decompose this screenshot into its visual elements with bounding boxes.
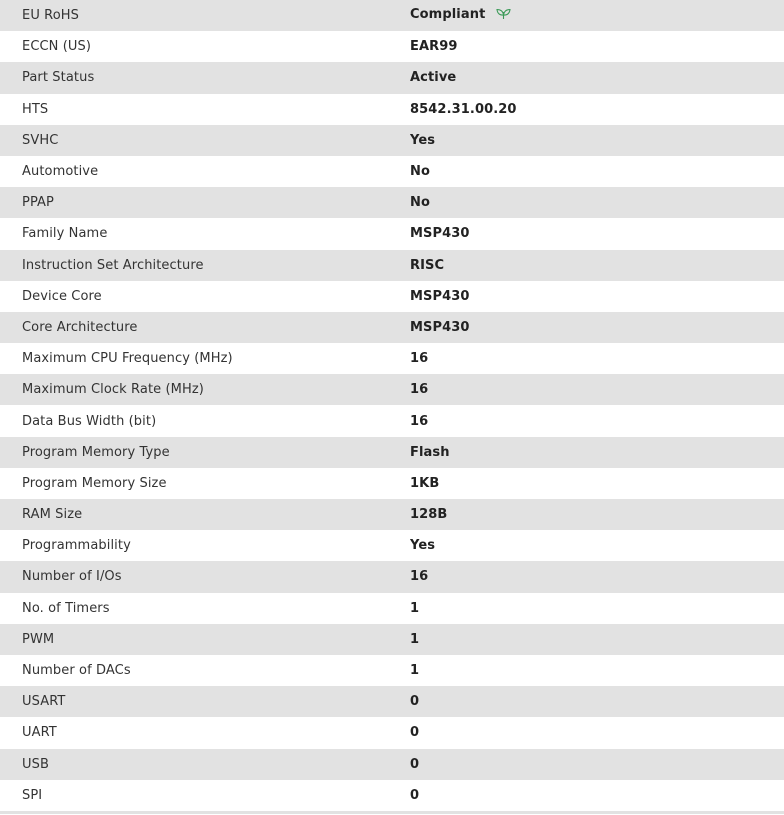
spec-value-cell — [410, 0, 784, 31]
table-row — [0, 62, 784, 93]
table-row — [0, 655, 784, 686]
spec-label: Core Architecture — [0, 312, 410, 343]
spec-label: Part Status — [0, 62, 410, 93]
spec-value: No — [410, 156, 784, 187]
table-row — [0, 374, 784, 405]
spec-value: 8542.31.00.20 — [410, 94, 784, 125]
spec-value: No — [410, 187, 784, 218]
table-row — [0, 187, 784, 218]
spec-label: SVHC — [0, 125, 410, 156]
spec-value: Yes — [410, 125, 784, 156]
table-row — [0, 468, 784, 499]
spec-value: 0 — [410, 749, 784, 780]
spec-label: Number of DACs — [0, 655, 410, 686]
spec-label: USB — [0, 749, 410, 780]
spec-value: Compliant — [410, 7, 486, 23]
table-row — [0, 125, 784, 156]
spec-label: SPI — [0, 780, 410, 811]
spec-value: MSP430 — [410, 281, 784, 312]
table-row — [0, 717, 784, 748]
table-row — [0, 94, 784, 125]
spec-value: Flash — [410, 437, 784, 468]
table-row — [0, 156, 784, 187]
spec-label: Automotive — [0, 156, 410, 187]
spec-value: 1KB — [410, 468, 784, 499]
spec-value: 16 — [410, 561, 784, 592]
table-row — [0, 437, 784, 468]
spec-value: MSP430 — [410, 312, 784, 343]
spec-value: MSP430 — [410, 218, 784, 249]
table-row — [0, 749, 784, 780]
spec-label: UART — [0, 717, 410, 748]
leaf-icon — [496, 8, 511, 24]
spec-value: RISC — [410, 250, 784, 281]
table-row — [0, 405, 784, 436]
table-row — [0, 624, 784, 655]
table-row — [0, 780, 784, 811]
table-row — [0, 530, 784, 561]
spec-label: Family Name — [0, 218, 410, 249]
spec-value: Yes — [410, 530, 784, 561]
spec-label: PWM — [0, 624, 410, 655]
spec-value: 0 — [410, 717, 784, 748]
spec-label: EU RoHS — [0, 0, 410, 31]
table-row — [0, 499, 784, 530]
spec-label: Device Core — [0, 281, 410, 312]
table-row — [0, 343, 784, 374]
spec-value: 16 — [410, 343, 784, 374]
spec-value: EAR99 — [410, 31, 784, 62]
table-row — [0, 31, 784, 62]
table-row — [0, 250, 784, 281]
spec-value: Active — [410, 62, 784, 93]
spec-value: 1 — [410, 624, 784, 655]
spec-value: 1 — [410, 655, 784, 686]
spec-value: 0 — [410, 686, 784, 717]
spec-label: HTS — [0, 94, 410, 125]
table-row — [0, 686, 784, 717]
table-row — [0, 593, 784, 624]
spec-value: 0 — [410, 780, 784, 811]
spec-value: 128B — [410, 499, 784, 530]
spec-label: Instruction Set Architecture — [0, 250, 410, 281]
spec-label: No. of Timers — [0, 593, 410, 624]
spec-value: 16 — [410, 405, 784, 436]
spec-value: 1 — [410, 593, 784, 624]
table-row — [0, 0, 784, 31]
table-row — [0, 312, 784, 343]
table-row — [0, 218, 784, 249]
spec-value: 16 — [410, 374, 784, 405]
next-row-edge — [0, 811, 784, 814]
spec-label: RAM Size — [0, 499, 410, 530]
spec-label: Programmability — [0, 530, 410, 561]
spec-label: Program Memory Size — [0, 468, 410, 499]
spec-label: USART — [0, 686, 410, 717]
table-row — [0, 281, 784, 312]
table-row — [0, 561, 784, 592]
spec-label: Program Memory Type — [0, 437, 410, 468]
spec-label: PPAP — [0, 187, 410, 218]
spec-label: Number of I/Os — [0, 561, 410, 592]
spec-label: Maximum CPU Frequency (MHz) — [0, 343, 410, 374]
spec-label: Data Bus Width (bit) — [0, 405, 410, 436]
spec-label: ECCN (US) — [0, 31, 410, 62]
spec-label: Maximum Clock Rate (MHz) — [0, 374, 410, 405]
